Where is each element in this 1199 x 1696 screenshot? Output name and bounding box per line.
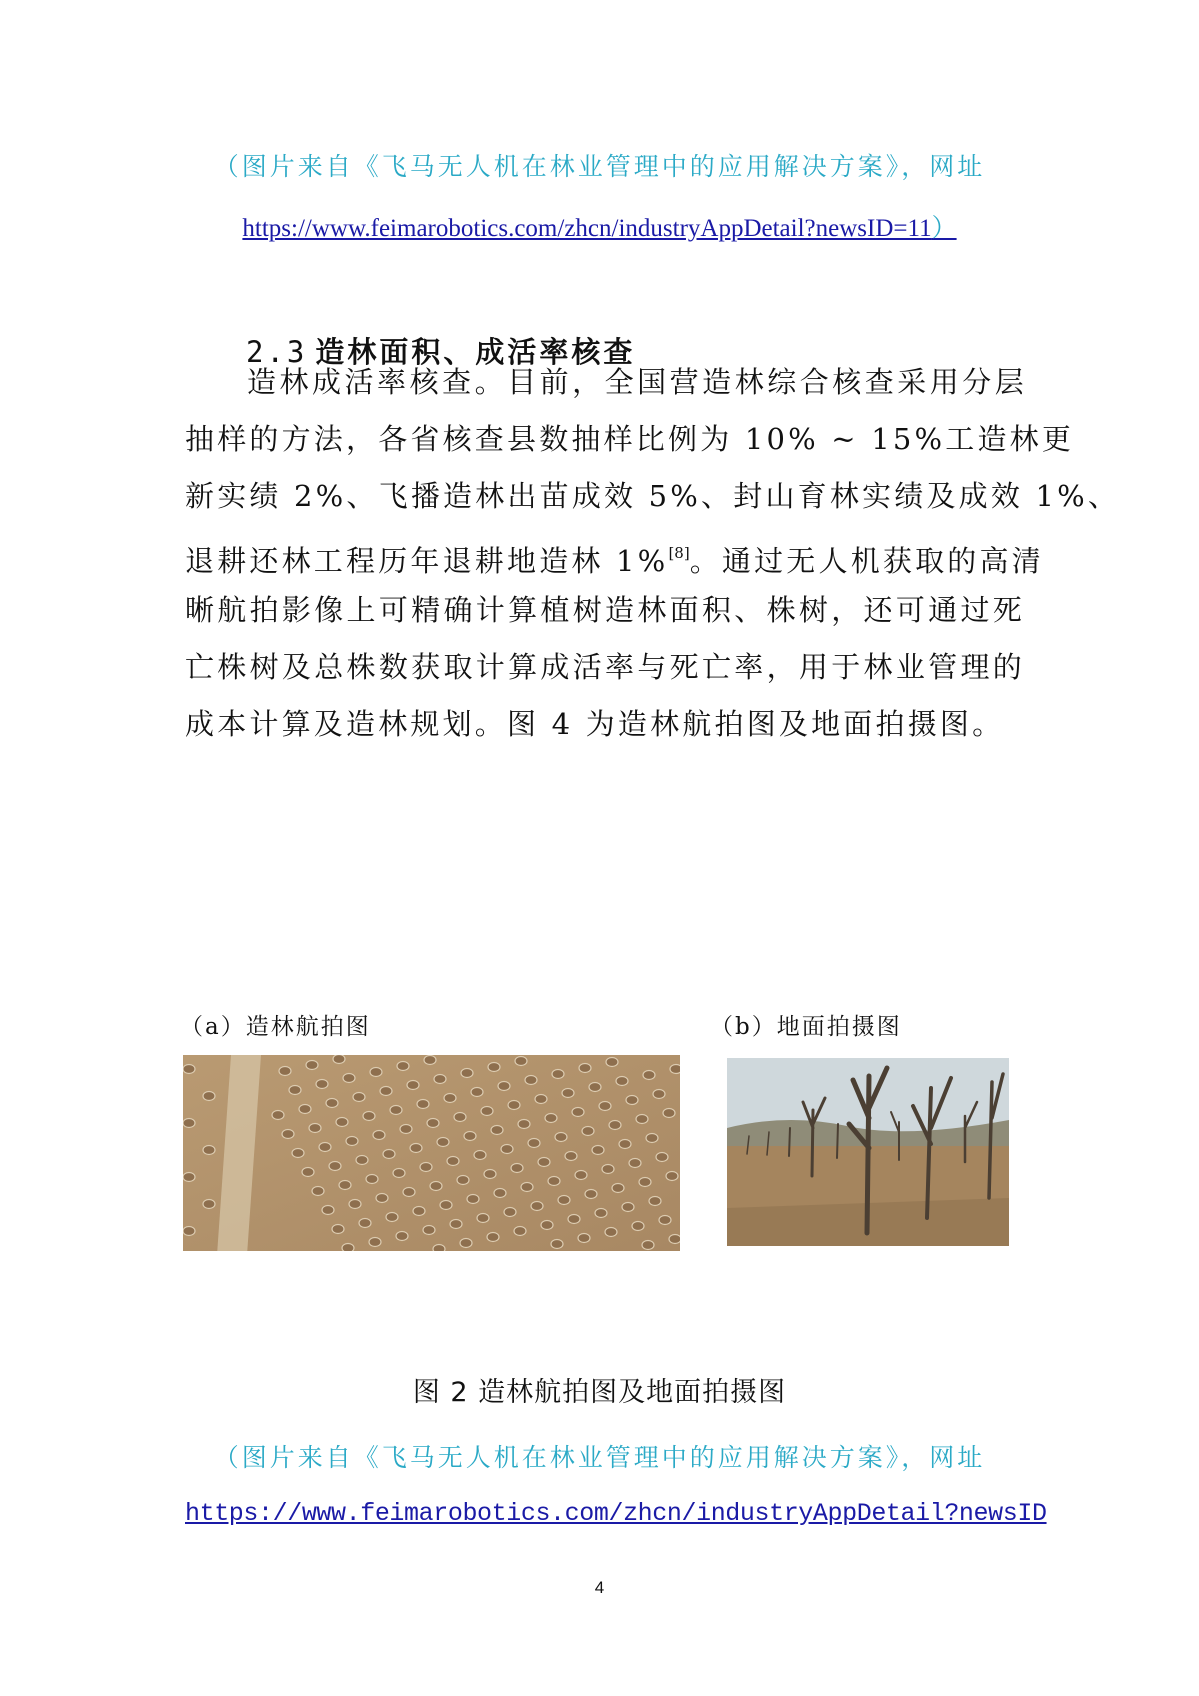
source-url-line-bottom xyxy=(185,1499,1047,1528)
citation-ref: [8] xyxy=(668,544,690,562)
source-url-link[interactable]: https://www.feimarobotics.com/zhcn/industryAppDetail?newsID=11 xyxy=(242,215,932,242)
paragraph-line-4 xyxy=(185,533,1044,581)
aerial-photo xyxy=(183,1055,680,1251)
closing-paren: ） xyxy=(931,215,957,242)
paragraph-line-7: 成本计算及造林规划。图 4 为造林航拍图及地面拍摄图。 xyxy=(185,707,1005,741)
paragraph-line-3: 新实绩 2%、飞播造林出苗成效 5%、封山育林实绩及成效 1%、 xyxy=(185,479,1121,513)
page-number: 4 xyxy=(594,1578,605,1597)
paragraph-line-2: 抽样的方法，各省核查县数抽样比例为 10% ~ 15%工造林更 xyxy=(185,422,1075,456)
source-url-line-top xyxy=(0,208,1199,244)
image-source-note-top xyxy=(0,147,1199,183)
paragraph-line-5: 晰航拍影像上可精确计算植树造林面积、株树，还可通过死 xyxy=(185,593,1025,627)
figure-caption: 图 2 造林航拍图及地面拍摄图 xyxy=(412,1377,787,1408)
section-title: 造林面积、成活率核查 xyxy=(315,335,636,369)
subcaption-a: （a）造林航拍图 xyxy=(180,1014,371,1040)
source-note-text-bottom: （图片来自《飞马无人机在林业管理中的应用解决方案》，网址 xyxy=(213,1443,986,1472)
paragraph-line-1: 造林成活率核查。目前，全国营造林综合核查采用分层 xyxy=(247,365,1027,399)
paragraph-line-4-tail: 。通过无人机获取的高清 xyxy=(689,544,1044,578)
section-number: 2.3 xyxy=(246,335,308,369)
image-source-note-bottom xyxy=(0,1438,1199,1474)
source-url-link-bottom[interactable]: https://www.feimarobotics.com/zhcn/industryAppDetail?newsID xyxy=(185,1499,1047,1528)
subcaption-b: （b）地面拍摄图 xyxy=(710,1014,902,1040)
paragraph-line-6: 亡株树及总株数获取计算成活率与死亡率，用于林业管理的 xyxy=(185,650,1025,684)
source-note-text: （图片来自《飞马无人机在林业管理中的应用解决方案》，网址 xyxy=(213,152,986,181)
aerial-photo-graphic xyxy=(183,1055,680,1251)
ground-photo-graphic xyxy=(727,1058,1009,1246)
paragraph-line-4-text: 退耕还林工程历年退耕地造林 1% xyxy=(185,544,669,578)
ground-photo xyxy=(727,1058,1009,1246)
